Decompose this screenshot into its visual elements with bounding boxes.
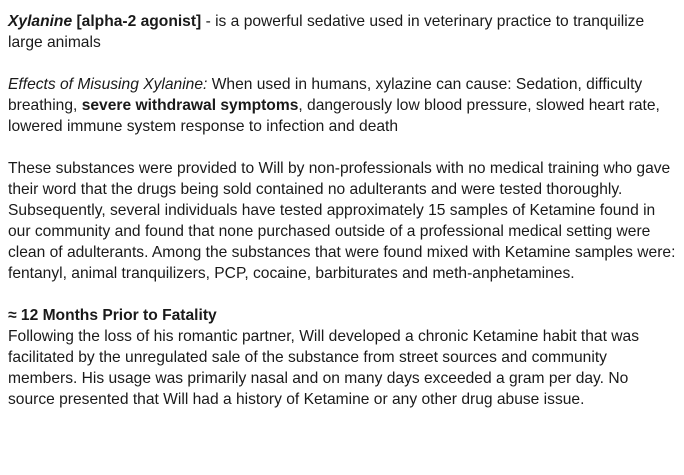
effects-label: Effects of Misusing Xylanine: (8, 76, 208, 93)
effects-text-before: When used in humans, xylazine can cause: Sedation, difficulty breathing, (8, 76, 643, 114)
xylanine-name: Xylanine (8, 13, 73, 30)
xylanine-definition (8, 11, 676, 53)
xylanine-class: [alpha-2 agonist] (72, 13, 202, 30)
effects-paragraph (8, 74, 676, 137)
timeline-heading: ≈ 12 Months Prior to Fatality (8, 307, 217, 324)
timeline-text: Following the loss of his romantic partner, Will developed a chronic Ketamine habit that was facilitated by the unregulated sale of the substance from street sources and community members. His usage was primarily nasal and on many days exceeded a gram per day. No source presented that Will had a history of Ketamine or any other drug abuse issue. (8, 328, 639, 408)
xylanine-description: - is a powerful sedative used in veterinary practice to tranquilize large animals (8, 13, 645, 51)
effects-text-after: , dangerously low blood pressure, slowed heart rate, lowered immune system response to infection and death (8, 97, 660, 135)
substances-paragraph: These substances were provided to Will by non-professionals with no medical training who gave their word that the drugs being sold contained no adulterants and were tested thoroughly. Subsequently, several individuals have tested approximately 15 samples of Ketamine found in our community and found that none purchased outside of a professional medical setting were clean of adulterants. Among the substances that were found mixed with Ketamine samples were: fentanyl, animal tranquilizers, PCP, cocaine, barbiturates and meth-anphetamines. (8, 160, 676, 282)
effects-bold-text: severe withdrawal symptoms (81, 97, 299, 114)
